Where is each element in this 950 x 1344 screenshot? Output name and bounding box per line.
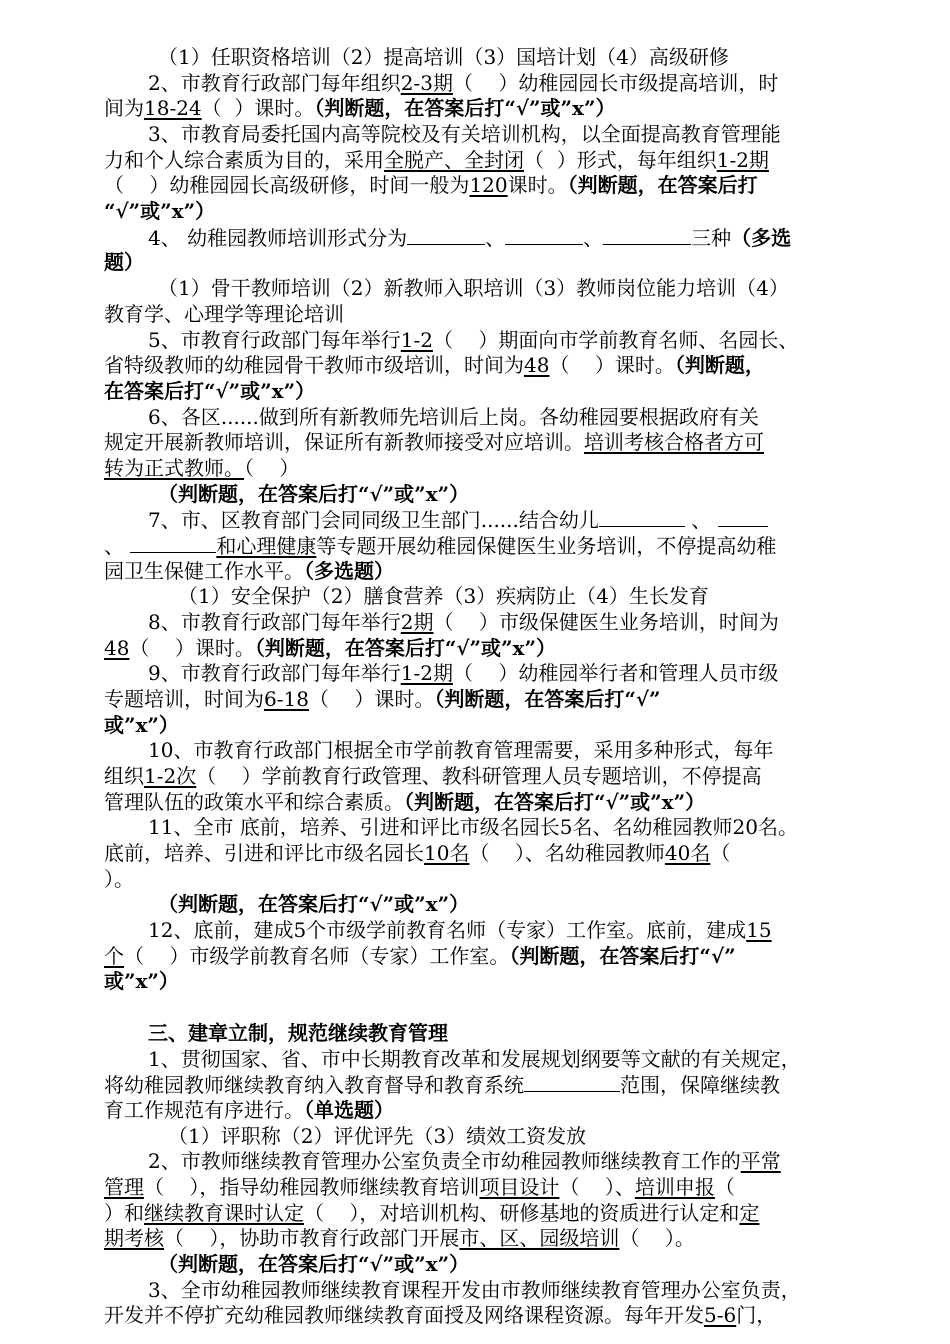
bold-instruction: （判断题，在答案后打“√”或”x”） [158, 1252, 470, 1276]
text-line [104, 1071, 780, 1097]
text-run: 省特级教师的幼稚园骨干教师市级培训，时间为 [104, 353, 524, 377]
underlined-answer: 48 [104, 636, 130, 660]
text-run: （1）任职资格培训（2）提高培训（3）国培计划（4）高级研修 [158, 45, 729, 69]
underlined-answer: 10名 [424, 841, 470, 865]
text-run: 6、各区......做到所有新教师先培训后上岗。各幼稚园要根据政府有关 [148, 405, 759, 429]
text-line [104, 763, 762, 789]
text-line [104, 172, 758, 198]
text-run: （ ）幼稚园园长市级提高培训，时 [452, 71, 779, 95]
text-run: （ [714, 1175, 735, 1199]
text-run: （ ）幼稚园园长高级研修，时间一般为 [104, 173, 470, 197]
bold-instruction: 三、建章立制，规范继续教育管理 [148, 1021, 448, 1045]
text-run: 5、市教育行政部门每年举行 [148, 328, 401, 352]
text-line [158, 44, 729, 70]
text-run: （ ），协助市教育行政部门开展 [164, 1226, 460, 1250]
underlined-answer: 个 [104, 944, 124, 968]
bold-instruction: （判断题，在答案后打“√”或”x”） [158, 482, 470, 506]
text-line [104, 1097, 394, 1123]
bold-instruction: 在答案后打“√”或”x”） [104, 379, 316, 403]
text-line [158, 275, 789, 301]
text-run: 3、全市幼稚园教师继续教育课程开发由市教师继续教育管理办公室负责， [148, 1278, 801, 1302]
bold-instruction: （判断题，在答案后打 [567, 173, 758, 197]
answer-blank[interactable] [603, 224, 691, 245]
text-line [148, 70, 778, 96]
text-run: （ ）市级学前教育名师（专家）工作室。 [124, 944, 510, 968]
underlined-answer: 和心理健康 [216, 534, 317, 558]
text-run: 、 [104, 534, 131, 558]
bold-instruction: “√”或”x”） [104, 199, 216, 223]
text-line [104, 866, 134, 892]
text-line [104, 378, 315, 404]
text-run: 组织 [104, 764, 144, 788]
text-line [148, 224, 791, 250]
text-run: （ ）课时。 [129, 636, 255, 660]
underlined-answer: 15 [746, 918, 772, 942]
text-run: （ ）学前教育行政管理、教科研管理人员专题培训，不停提高 [196, 764, 762, 788]
underlined-answer: 120 [469, 173, 508, 197]
text-line [104, 943, 736, 969]
text-run: （ ），指导幼稚园教师继续教育培训 [144, 1175, 480, 1199]
text-line [104, 352, 765, 378]
text-run: 园卫生保健工作水平。 [104, 559, 304, 583]
text-line [148, 121, 781, 147]
underlined-answer: 2期 [400, 610, 434, 634]
text-line [104, 249, 144, 275]
bold-instruction: （单选题） [304, 1098, 394, 1122]
underlined-answer: 48 [524, 353, 550, 377]
text-run: 7、市、区教育部门会同同级卫生部门......结合幼儿 [148, 508, 599, 532]
text-line [104, 532, 776, 558]
underlined-answer: 继续教育 [144, 1201, 224, 1225]
answer-blank[interactable] [599, 506, 685, 527]
underlined-answer: 课时认定 [224, 1201, 304, 1225]
text-run: （ ）、名幼稚园教师 [469, 841, 665, 865]
text-run: 2、市教育行政部门每年组织 [148, 71, 401, 95]
text-line [104, 1225, 695, 1251]
underlined-answer: 市、区、园级培训 [459, 1226, 620, 1250]
text-run: 9、市教育行政部门每年举行 [148, 661, 401, 685]
text-run: 8、市教育行政部门每年举行 [148, 610, 401, 634]
text-line [148, 506, 768, 532]
text-run: （ ）。 [619, 1226, 695, 1250]
bold-instruction: （判断题，在答案后打“√” [434, 687, 661, 711]
text-run: （ [710, 841, 731, 865]
underlined-answer: 转为正式教师。 [104, 456, 244, 480]
text-line [104, 968, 179, 994]
answer-blank[interactable] [505, 224, 583, 245]
text-run: 11、全市 底前，培养、引进和评比市级名园长5名、名幼稚园教师20名。 [148, 815, 798, 839]
text-run: 、 [684, 508, 718, 532]
underlined-answer: 6-18 [264, 687, 309, 711]
underlined-answer: 平常 [740, 1149, 781, 1173]
text-line [158, 481, 469, 507]
text-run: 、 [583, 226, 604, 250]
text-run: 3、市教育局委托国内高等院校及有关培训机构，以全面提高教育管理能 [148, 122, 781, 146]
text-line [104, 789, 705, 815]
text-line [104, 635, 556, 661]
underlined-answer: 定 [739, 1201, 760, 1225]
text-line [148, 660, 778, 686]
bold-instruction: （多选 [731, 226, 792, 250]
text-run: 底前，培养、引进和评比市级名园长 [104, 841, 424, 865]
text-run: （ ）期面向市学前教育名师、名园长、 [432, 328, 799, 352]
text-run: 育工作规范有序进行。 [104, 1098, 304, 1122]
text-run: （ ） [244, 456, 300, 480]
underlined-answer: 1-2期 [400, 661, 453, 685]
text-line [148, 609, 779, 635]
text-line [104, 1174, 735, 1200]
bold-instruction: （判断题，在答案后打“√”或”x”） [314, 96, 616, 120]
underlined-answer: 2-3期 [400, 71, 453, 95]
text-line [104, 301, 344, 327]
bold-instruction: 或”x”） [104, 713, 179, 737]
underlined-answer: 全脱产、全封闭 [384, 148, 524, 172]
text-run: 2、市教师继续教育管理办公室负责全市幼稚园教师继续教育工作的 [148, 1149, 741, 1173]
bold-instruction: （判断题， [674, 353, 765, 377]
text-run: （ ）、 [559, 1175, 635, 1199]
text-run: 课时。 [507, 173, 568, 197]
text-line [158, 891, 469, 917]
text-run: 将幼稚园教师继续教育纳入教育督导和教育系统 [104, 1073, 524, 1097]
text-line [148, 814, 798, 840]
bold-instruction: （多选题） [304, 559, 394, 583]
text-line [104, 95, 615, 121]
text-line [148, 1277, 801, 1303]
text-run: 教育学、心理学等理论培训 [104, 302, 344, 326]
underlined-answer: 培训考核合格者方可 [584, 430, 764, 454]
underlined-answer: 5-6 [704, 1303, 737, 1327]
text-run: （ ）市级保健医生业务培训，时间为 [433, 610, 779, 634]
text-run: 管理队伍的政策水平和综合素质。 [104, 790, 404, 814]
text-line [148, 404, 759, 430]
text-run: （1）安全保护（2）膳食营养（3）疾病防止（4）生长发育 [178, 584, 709, 608]
text-line [104, 558, 394, 584]
text-line [104, 712, 179, 738]
text-line [104, 840, 730, 866]
underlined-answer: 40名 [664, 841, 711, 865]
text-run: 1、贯彻国家、省、市中长期教育改革和发展规划纲要等文献的有关规定， [148, 1047, 801, 1071]
text-line [104, 686, 661, 712]
text-line [148, 1020, 448, 1046]
bold-instruction: （判断题，在答案后打“√”或”x”） [254, 636, 556, 660]
text-run: 、 [485, 226, 506, 250]
text-line [148, 737, 773, 763]
underlined-answer: 18-24 [144, 96, 202, 120]
text-line [178, 583, 709, 609]
underlined-answer: 1-2期 [716, 148, 769, 172]
text-run: 开发并不停扩充幼稚园教师继续教育面授及网络课程资源。每年开发 [104, 1303, 704, 1327]
underlined-answer: 培训申报 [634, 1175, 715, 1199]
text-run: （ ）课时。 [201, 96, 315, 120]
text-run: 门， [736, 1303, 777, 1327]
text-run: 范围，保障继续教 [620, 1073, 780, 1097]
text-line [148, 917, 772, 943]
bold-instruction: （判断题，在答案后打“√”或”x”） [404, 790, 706, 814]
text-run: （ ）课时。 [308, 687, 435, 711]
text-line [148, 1046, 801, 1072]
text-run: ）和 [104, 1201, 144, 1225]
text-run: 专题培训，时间为 [104, 687, 264, 711]
underlined-answer: 1-2 [400, 328, 433, 352]
text-run: 4、 幼稚园教师培训形式分为 [148, 226, 408, 250]
text-run: ）。 [104, 867, 134, 891]
text-line [104, 455, 299, 481]
text-run: （ ）幼稚园举行者和管理人员市级 [452, 661, 779, 685]
underlined-answer: 期考核 [104, 1226, 164, 1250]
text-run: 等专题开展幼稚园保健医生业务培训，不停提高幼稚 [316, 534, 777, 558]
text-run: （ ），对培训机构、研修基地的资质进行认定和 [304, 1201, 740, 1225]
text-run: 间为 [104, 96, 144, 120]
text-run: （1）评职称（2）评优评先（3）绩效工资发放 [168, 1124, 587, 1148]
text-line [158, 1251, 469, 1277]
answer-blank[interactable] [718, 506, 768, 527]
underlined-answer: 项目设计 [479, 1175, 560, 1199]
bold-instruction: 或”x”） [104, 969, 179, 993]
answer-blank[interactable] [407, 224, 485, 245]
text-run: （1）骨干教师培训（2）新教师入职培训（3）教师岗位能力培训（4） [158, 276, 789, 300]
text-run: 力和个人综合素质为目的，采用 [104, 148, 384, 172]
text-line [104, 429, 764, 455]
text-line [104, 1302, 776, 1328]
text-run: 12、底前，建成5个市级学前教育名师（专家）工作室。底前，建成 [148, 918, 747, 942]
text-line [104, 198, 215, 224]
underlined-answer: 1-2次 [144, 764, 197, 788]
bold-instruction: （判断题，在答案后打“√”或”x”） [158, 892, 470, 916]
text-line [104, 147, 769, 173]
text-run: （ ）形式，每年组织 [524, 148, 717, 172]
answer-blank[interactable] [524, 1071, 620, 1092]
text-run: 规定开展新教师培训，保证所有新教师接受对应培训。 [104, 430, 584, 454]
underlined-answer: 管理 [104, 1175, 144, 1199]
text-line [148, 327, 798, 353]
text-run: 三种 [691, 226, 732, 250]
text-line [148, 1148, 781, 1174]
text-line [104, 1200, 759, 1226]
text-run: 10、市教育行政部门根据全市学前教育管理需要，采用多种形式，每年 [148, 738, 774, 762]
bold-instruction: （判断题，在答案后打“√” [509, 944, 736, 968]
text-line [168, 1123, 586, 1149]
text-run: （ ）课时。 [549, 353, 675, 377]
answer-blank[interactable] [130, 532, 216, 553]
bold-instruction: 题） [104, 250, 144, 274]
